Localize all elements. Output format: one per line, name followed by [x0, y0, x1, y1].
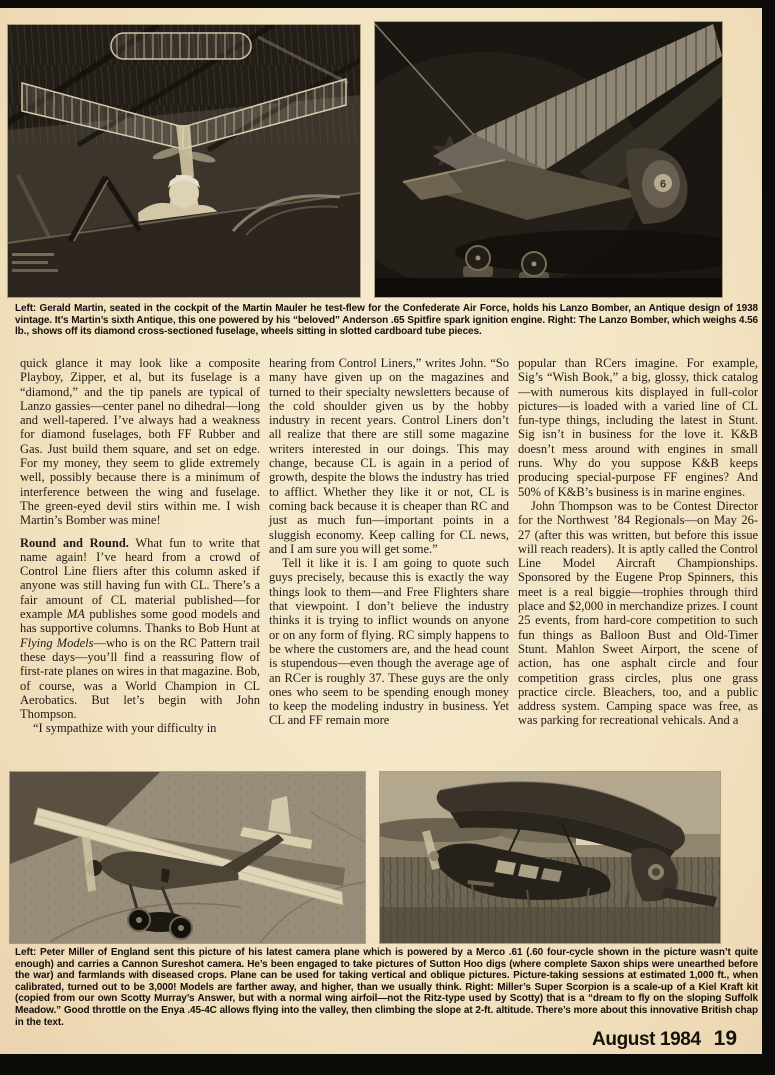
section-lead-round-and-round: Round and Round.: [20, 535, 129, 550]
right-edge-bar: [762, 0, 775, 1075]
photo-miller-camera-plane: [10, 772, 365, 943]
column1-paragraph-2-text: —who is on the RC Pattern trail these days—you’ll find a reassuring flow of first-rate planes on wires in that magazine. Bob, of course, was a World Champion in CL Aerobatics. But let’s begin with John Thompson.: [20, 635, 260, 722]
text-column-1: [20, 356, 260, 736]
bottom-photo-caption: Left: Peter Miller of England sent this picture of his latest camera plane which is powered by a Merco .61 (.60 four-cycle shown in the picture wasn’t quite enough) and carries a Cannon Sureshot camera. He’s been engaged to take pictures of Sutton Hoo digs (where complete Saxon ships were unearthed before the war) and farmlands with diseased crops. Plane can be used for taking vertical and oblique pictures. Picture-taking sessions at estimated 1,000 ft., when calibrated, turned out to be 3,000! Models are farther away, and higher, than we usually think. Right: Miller’s Super Scorpion is a scale-up of a Kiel Kraft kit (copied from our own Scotty Murray’s Answer, but with a normal wing airfoil—not the Ritz-type used by Scotty) that is a “dream to fly on the sloping Suffolk Meadow.” Good throttle on the Enya .45-4C allows flying into the valley, then climbing the slope at 2-ft. altitude. There’s more about this innovative British chap in the text.: [15, 947, 758, 1028]
column1-paragraph-2-text: What fun to write that name again! I’ve heard from a crowd of Control Line fliers after this column asked if anyone was still having fun with CL. There’s a fair amount of CL material published—for example: [20, 535, 261, 622]
fin-number: 6: [659, 178, 667, 191]
page-number: 19: [713, 1027, 737, 1050]
photo-gerald-martin-cockpit: [8, 25, 360, 297]
column1-paragraph-3: “I sympathize with your difficulty in: [33, 721, 217, 736]
column1-paragraph-2: [20, 536, 260, 722]
italic-ma: MA: [66, 607, 85, 622]
article-columns: [20, 356, 758, 736]
top-edge-bar: [0, 0, 775, 8]
issue-date: August 1984: [592, 1029, 701, 1050]
italic-flying-models: Flying Models: [20, 635, 94, 650]
page-footer: [592, 1027, 737, 1049]
photo-lanzo-bomber: [375, 22, 722, 297]
column3-paragraph-1: popular than RCers imagine. For example, Sig’s “Wish Book,” a big, glossy, thick catalog—with numerous kits displayed in full-color pictures—is loaded with a varied line of CL fun-type things, including the latest in Stunt. Sig isn’t in business for the love it. K&B doesn’t mess around with engines in small runs. Why do you suppose K&B keeps producing special-purpose FF engines? And 50% of K&B’s business is in marine engines.: [518, 356, 758, 499]
column1-paragraph-2-text: publishes some good models and has supportive columns. Thanks to Bob Hunt at: [20, 607, 260, 636]
column1-paragraph-1: quick glance it may look like a composite Playboy, Zipper, et al, but its fuselage is a “diamond,” and the tip panels are typical of Lanzo gassies—center panel no dihedral—long and well-tapered. I’ve always had a weakness for diamond fuselages, both FF Rubber and Gas. Just build them square, and set on edge. For my money, they seem to glide extremely well, possibly because there is a minimum of interference between the wing and fuselage. The green-eyed devil stirs within me. I wish Martin’s Bomber was mine!: [20, 356, 260, 528]
model-stabilizer: [111, 33, 251, 59]
column3-paragraph-2: John Thompson was to be Contest Director for the Northwest ’84 Regionals—on May 26-27 (after this was written, but before this issue will reach readers). It is aptly called the Control Line Model Aircraft Championships. Sponsored by the Eugene Prop Spinners, this meet is a real biggie—trophies through third place and $2,000 in merchandize prizes. I count 25 events, from hard-core competition to such fun things as Balloon Bust and Old-Timer Stunt. Mahlon Sweet Airport, the scene of action, has one asphalt circle and four competition grass circles, plus one grass practice circle. Bleachers, too, and a public address system. Camping space was free, as was parking for recreational vehicals. And a: [518, 498, 758, 728]
photo-super-scorpion: [380, 772, 720, 943]
bottom-edge-bar: [0, 1054, 775, 1075]
text-column-3: [518, 356, 758, 736]
top-photo-caption: Left: Gerald Martin, seated in the cockpit of the Martin Mauler he test-flew for the Confederate Air Force, holds his Lanzo Bomber, an Antique design of 1938 vintage. It’s Martin’s sixth Antique, this one powered by his “beloved” Anderson .65 Spitfire spark ignition engine. Right: The Lanzo Bomber, which weighs 4.56 lb., shows off its diamond cross-sectioned fuselage, wheels sitting in slotted cardboard tube pieces.: [15, 303, 758, 338]
text-column-2: [269, 356, 509, 736]
column2-paragraph-2: Tell it like it is. I am going to quote such guys precisely, because this is exactly the way things look to them—and Free Flighters share that viewpoint. I don’t believe the industry thinks it is trying to inflict wounds on anyone or on any form of flying. RC simply happens to be where the customers are, and the head count is stupendous—even though the average age of an RCer is roughly 37. These guys are the only ones who seem to be spending enough money to keep the modeling industry in business. Yet CL and FF remain more: [269, 556, 509, 728]
column2-paragraph-1: hearing from Control Liners,” writes John. “So many have given up on the magazines and turned to their specialty newsletters because of the cold shoulder given us by the hobby industry in recent years. Control Liners don’t all realize that there are still some magazine writers interested in our doings. This may change, because CL is again in a period of growth, despite the blows the industry has tried to afflict. Whether they like it or not, CL is coming back because it is cheaper than RC and just as much fun—important points in a sluggish economy. Keep calling for CL news, and I am sure you will get some.”: [269, 356, 509, 556]
